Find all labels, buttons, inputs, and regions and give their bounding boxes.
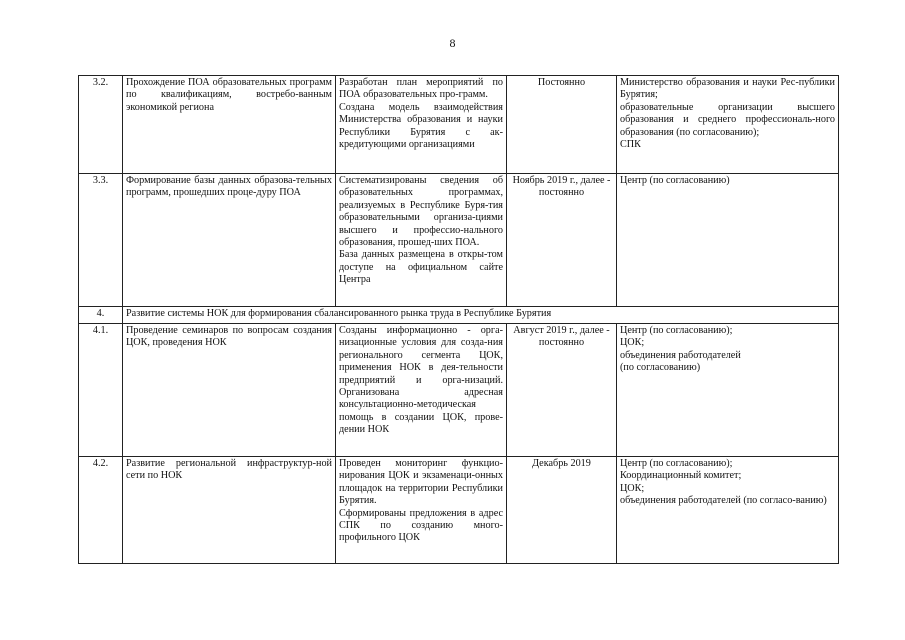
deadline: Декабрь 2019	[507, 457, 617, 564]
expected-result	[336, 174, 507, 307]
result-paragraph: Создана модель взаимодействия Министерства образования и науки Республики Бурятия с ак-кредитующими организациями	[339, 101, 503, 151]
row-number: 4.2.	[79, 457, 123, 564]
result-paragraph: База данных размещена в откры-том доступе на официальном сайте Центра	[339, 249, 503, 286]
responsible-line: объединения работодателей	[620, 349, 741, 361]
table-row	[79, 457, 839, 564]
responsible-line: ЦОК;	[620, 337, 645, 349]
result-paragraph: Сформированы предложения в адрес СПК по созданию много-профильного ЦОК	[339, 507, 503, 544]
expected-result	[336, 76, 507, 174]
table-row	[79, 324, 839, 457]
activity-title: Прохождение ПОА образовательных программ по квалификациям, востребо-ванным экономикой региона	[123, 76, 336, 174]
responsible-line: Центр (по согласованию)	[620, 175, 730, 186]
activity-title: Развитие региональной инфраструктур-ной сети по НОК	[123, 457, 336, 564]
responsible	[617, 174, 839, 307]
responsible-line: Центр (по согласованию);	[620, 325, 733, 336]
result-paragraph: Систематизированы сведения об образовательных программах, реализуемых в Республике Буря-тия образовательными организа-циями высшего и профессио-нального образования, прошед-ших ПОА.	[339, 175, 503, 249]
action-plan-table	[78, 75, 839, 564]
table-row	[79, 174, 839, 307]
responsible-line: Координационный комитет;	[620, 470, 742, 482]
row-number: 4.1.	[79, 324, 123, 457]
result-paragraph: Проведен мониторинг функцио-нирования ЦОК и экзаменаци-онных площадок на территории Республики Бурятия.	[339, 458, 503, 507]
deadline: Ноябрь 2019 г., далее - постоянно	[507, 174, 617, 307]
responsible-line: ЦОК;	[620, 482, 645, 494]
activity-title: Формирование базы данных образова-тельных программ, прошедших проце-дуру ПОА	[123, 174, 336, 307]
section-number: 4.	[79, 307, 123, 324]
section-title: Развитие системы НОК для формирования сбалансированного рынка труда в Республике Бурятия	[123, 307, 839, 324]
table-row	[79, 76, 839, 174]
responsible-line: объединения работодателей (по согласо-ванию)	[620, 495, 827, 507]
row-number: 3.2.	[79, 76, 123, 174]
deadline: Август 2019 г., далее - постоянно	[507, 324, 617, 457]
expected-result	[336, 457, 507, 564]
responsible-line: образовательные организации высшего образования и среднего профессиональ-ного образования (по согласованию);	[620, 101, 835, 138]
page-number: 8	[449, 36, 456, 50]
responsible-line: СПК	[620, 139, 641, 151]
section-row	[79, 307, 839, 324]
deadline: Постоянно	[507, 76, 617, 174]
responsible	[617, 76, 839, 174]
responsible	[617, 457, 839, 564]
responsible-line: Министерство образования и науки Рес-публики Бурятия;	[620, 77, 835, 101]
responsible	[617, 324, 839, 457]
activity-title: Проведение семинаров по вопросам создания ЦОК, проведения НОК	[123, 324, 336, 457]
expected-result	[336, 324, 507, 457]
row-number: 3.3.	[79, 174, 123, 307]
result-paragraph: Созданы информационно - орга-низационные условия для созда-ния регионального сегмента ЦОК, применения НОК в дея-тельности предприятий и орга-низаций. Организована адресная консультационно-методическая помощь в создании ЦОК, прове-дении НОК	[339, 325, 503, 436]
result-paragraph: Разработан план мероприятий по ПОА образовательных про-грамм.	[339, 77, 503, 101]
responsible-line: Центр (по согласованию);	[620, 458, 733, 469]
responsible-line: (по согласованию)	[620, 362, 701, 374]
